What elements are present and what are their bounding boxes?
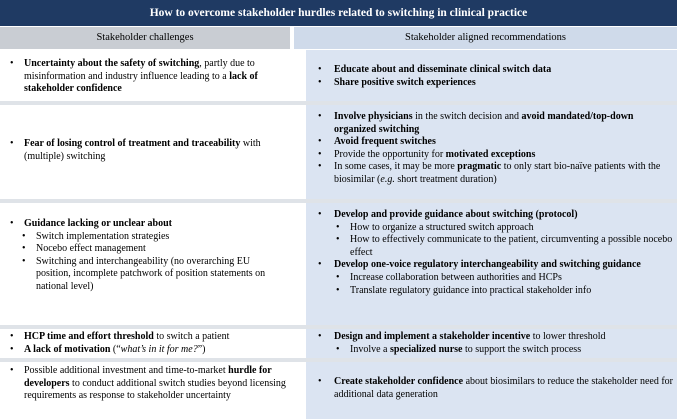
challenge-cell: • Possible additional investment and time-to-market hurdle for developers to conduct additional switch studies beyond licensing requirements as response to stakeholder uncertainty: [6, 365, 286, 403]
challenge-cell: • Guidance lacking or unclear about • Switch implementation strategies • Nocebo effect management • Switching and interchangeability (no overarching EU position, incomplete patchwork of position statements on national level): [6, 218, 286, 294]
arrow-shape: [292, 50, 306, 101]
arrow-shape: [292, 362, 306, 419]
challenge-cell: • HCP time and effort threshold to switch a patient • A lack of motivation (“what’s in it for me?”): [6, 331, 286, 356]
recommendation-cell: • Design and implement a stakeholder incentive to lower threshold • Involve a specialized nurse to support the switch process: [306, 331, 676, 356]
table-title: How to overcome stakeholder hurdles related to switching in clinical practice: [0, 0, 677, 26]
table-row: [0, 329, 677, 358]
recommendation-cell: • Educate about and disseminate clinical switch data • Share positive switch experiences: [306, 64, 676, 89]
table-row: [0, 50, 677, 101]
challenge-cell: • Fear of losing control of treatment and traceability with (multiple) switching: [6, 138, 286, 163]
challenge-cell: • Uncertainty about the safety of switching, partly due to misinformation and industry influence leading to a lack of stakeholder confidence: [6, 58, 286, 96]
column-header-challenges: Stakeholder challenges: [0, 27, 290, 49]
arrow-shape: [292, 329, 306, 358]
recommendation-cell: • Create stakeholder confidence about biosimilars to reduce the stakeholder need for additional data generation: [306, 376, 676, 401]
table-row: [0, 105, 677, 199]
column-header-recommendations: Stakeholder aligned recommendations: [294, 27, 677, 49]
table-row: [0, 362, 677, 419]
arrow-shape: [292, 203, 306, 325]
recommendation-cell: • Develop and provide guidance about switching (protocol) • How to organize a structured switch approach • How to effectively communicate to the patient, circumventing a possible nocebo effect • Develop one-voice regulatory interchangeability and switching guidance • Increase collaboration between authorities and HCPs • Translate regulatory guidance into practical stakeholder info: [306, 209, 676, 297]
recommendation-cell: • Involve physicians in the switch decision and avoid mandated/top-down organized switching • Avoid frequent switches • Provide the opportunity for motivated exceptions • In some cases, it may be more pragmatic to only start bio-naïve patients with the biosimilar (e.g. short treatment duration): [306, 111, 676, 187]
table-row: [0, 203, 677, 325]
arrow-shape: [292, 105, 306, 199]
